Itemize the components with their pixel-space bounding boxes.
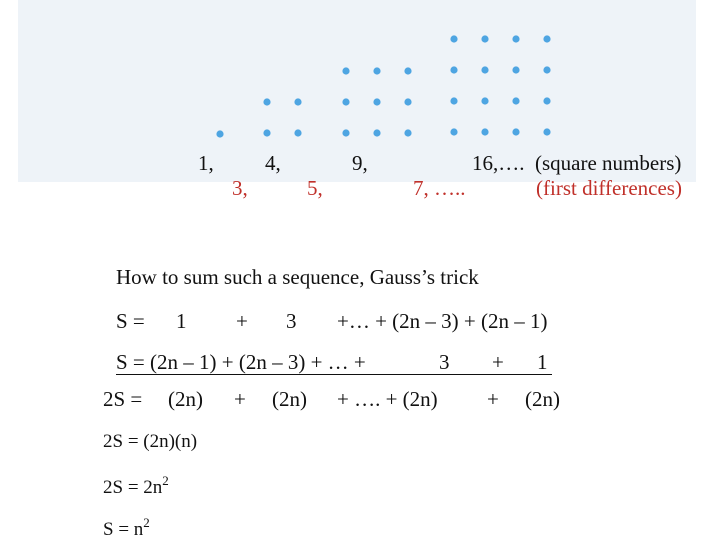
- dot-square-3-2-1: [373, 129, 380, 136]
- dot-square-1-0-0: [216, 130, 223, 137]
- eq2-plus: +: [492, 350, 504, 374]
- eq1-plus: +: [236, 309, 248, 333]
- dot-square-3-0-2: [404, 67, 411, 74]
- square-numbers-label: (square numbers): [535, 151, 682, 175]
- dot-square-4-3-1: [481, 128, 488, 135]
- dot-square-4-0-0: [450, 35, 457, 42]
- square-term-1: 1,: [198, 151, 214, 175]
- eq3-term-c: (2n): [525, 387, 560, 411]
- eq5: [103, 474, 169, 497]
- dot-square-3-0-0: [342, 67, 349, 74]
- eq6-exponent: 2: [143, 515, 150, 530]
- eq3-plus-2: +: [487, 387, 499, 411]
- eq1-rest: +… + (2n – 3) + (2n – 1): [337, 309, 548, 333]
- dot-square-4-0-2: [512, 35, 519, 42]
- dot-square-4-1-1: [481, 66, 488, 73]
- dot-square-4-3-2: [512, 128, 519, 135]
- dot-square-4-3-0: [450, 128, 457, 135]
- eq5-exponent: 2: [162, 473, 169, 488]
- eq3-term-a: (2n): [168, 387, 203, 411]
- square-term-9: 9,: [352, 151, 368, 175]
- eq3-term-b: (2n): [272, 387, 307, 411]
- eq3-plus-1: +: [234, 387, 246, 411]
- dot-square-4-1-0: [450, 66, 457, 73]
- eq3-middle: + …. + (2n): [337, 387, 438, 411]
- dot-square-3-0-1: [373, 67, 380, 74]
- dot-square-4-2-3: [543, 97, 550, 104]
- dot-square-2-1-1: [294, 129, 301, 136]
- eq2-main: S = (2n – 1) + (2n – 3) + … +: [116, 350, 366, 374]
- dot-square-4-2-0: [450, 97, 457, 104]
- eq6-base: S = n: [103, 519, 144, 540]
- eq2-term-3: 3: [439, 350, 450, 374]
- eq2-underlined-row: [116, 352, 552, 375]
- dot-square-4-0-3: [543, 35, 550, 42]
- dot-square-4-2-2: [512, 97, 519, 104]
- eq2-term-1: 1: [537, 350, 548, 374]
- square-term-4: 4,: [265, 151, 281, 175]
- eq1-term-3: 3: [286, 309, 297, 333]
- dot-square-3-2-2: [404, 129, 411, 136]
- square-term-16: 16,….: [472, 151, 525, 175]
- dot-square-3-1-0: [342, 98, 349, 105]
- eq3-lhs: 2S =: [103, 387, 143, 411]
- difference-term-3: 3,: [232, 176, 248, 200]
- eq6: [103, 516, 150, 539]
- dot-square-3-1-1: [373, 98, 380, 105]
- eq4: 2S = (2n)(n): [103, 431, 198, 452]
- dot-square-3-1-2: [404, 98, 411, 105]
- dot-square-4-0-1: [481, 35, 488, 42]
- dot-square-2-0-0: [263, 98, 270, 105]
- dot-square-3-2-0: [342, 129, 349, 136]
- dot-square-4-1-3: [543, 66, 550, 73]
- difference-term-7: 7, …..: [413, 176, 466, 200]
- eq5-base: 2S = 2n: [103, 477, 163, 498]
- gauss-trick-heading: How to sum such a sequence, Gauss’s trick: [116, 265, 479, 289]
- first-differences-label: (first differences): [536, 176, 682, 200]
- eq1-lhs: S =: [116, 309, 145, 333]
- dot-square-4-3-3: [543, 128, 550, 135]
- dot-square-2-0-1: [294, 98, 301, 105]
- eq1-term-1: 1: [176, 309, 187, 333]
- dot-square-2-1-0: [263, 129, 270, 136]
- dot-square-4-2-1: [481, 97, 488, 104]
- dot-square-4-1-2: [512, 66, 519, 73]
- difference-term-5: 5,: [307, 176, 323, 200]
